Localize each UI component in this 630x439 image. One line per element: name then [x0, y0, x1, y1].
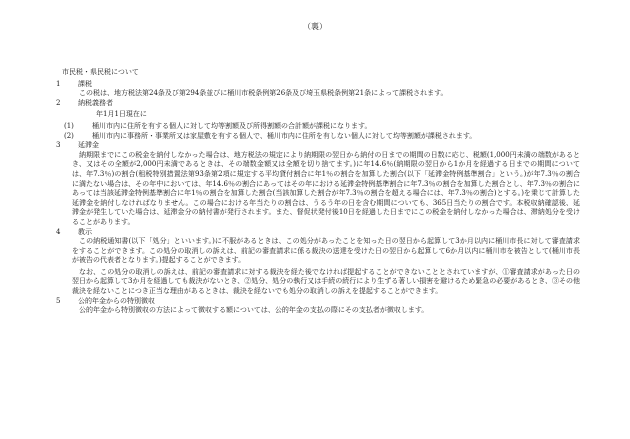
section-1-paragraph: この税は、地方税法第24条及び第294条並びに桶川市税条例第26条及び埼玉県税条例第21条によって課税されます。 — [79, 89, 448, 98]
page-header-title: （裏） — [303, 22, 327, 31]
document-subject: 市民税・県民税について — [62, 68, 139, 76]
section-2-heading — [56, 99, 580, 109]
document-body — [56, 68, 580, 316]
list-item-text: 桶川市内に事務所・事業所又は家屋敷を有する個人で、桶川市内に住所を有しない個人に対して均等割額が課税されます。 — [92, 131, 477, 140]
list-item-marker: (1) — [64, 121, 74, 130]
list-item — [56, 122, 580, 132]
section-title: 公的年金からの特別徴収 — [78, 296, 155, 305]
section-number: 3 — [56, 141, 61, 150]
section-title: 納税義務者 — [78, 98, 113, 107]
section-1-heading — [56, 80, 580, 90]
section-title: 教示 — [78, 227, 92, 236]
section-3-heading — [56, 141, 580, 151]
section-title: 延滞金 — [78, 141, 99, 150]
section-number: 1 — [56, 79, 61, 88]
section-number: 4 — [56, 227, 61, 236]
list-item-marker: (2) — [64, 131, 74, 140]
section-number: 5 — [56, 296, 61, 305]
section-4-paragraph-2: なお、この処分の取消しの訴えは、前記の審査請求に対する裁決を経た後でなければ提起することができないこととされていますが、①審査請求があった日の翌日から起算して3か月を経過しても裁決がないとき、②処分、処分の執行又は手続の続行により生ずる著しい損害を避けるため緊急の必要があるとき、③その他裁決を経ないことにつき正当な理由があるときは、裁決を経ないでも処分の取消しの訴えを提起することができます。 — [72, 267, 580, 296]
list-item-text: 桶川市内に住所を有する個人に対して均等割額及び所得割額の合計額が課税になります。 — [92, 121, 372, 130]
reference-date-line: 年1月1日現在に — [96, 110, 147, 119]
section-4-heading — [56, 228, 580, 238]
section-5-heading — [56, 297, 580, 307]
section-3-paragraph: 納期限までにこの税金を納付しなかった場合は、地方税法の規定により納期限の翌日から納付の日までの期間の日数に応じ、税額(1,000円未満の端数があるとき、又はその全額が2,000円未満であるときは、その端数金額又は全額を切り捨てます。)に年14.6％(納期限の翌日から1か月を経過する日までの期間については、年7.3％)の割合(租税特別措置法第93条第2項に規定する平均貸付割合に年1％の割合を加算した割合(以下「延滞金特例基準割合」という。)が年7.3％の割合に満たない場合は、その年中においては、年14.6％の割合にあってはその年における延滞金特例基準割合に年7.3％の割合を加算した割合とし、年7.3％の割合にあっては当該延滞金特例基準割合に年1％の割合を加算した割合(当該加算した割合が年7.3％の割合を超える場合には、年7.3％の割合)とする。)を乗じて計算した延滞金を納付しなければなりません。この場合における年当たりの割合は、うるう年の日を含む期間についても、365日当たりの割合です。本税収納確認後、延滞金が発生していた場合は、延滞金分の納付書が発行されます。また、督促状発付後10日を経過した日までにこの税金を納付しなかった場合は、滞納処分を受けることがあります。 — [72, 150, 580, 226]
section-4-paragraph: この納税通知書(以下「処分」といいます。)に不服があるときは、この処分があったことを知った日の翌日から起算して3か月以内に桶川市長に対して審査請求をすることができます。この処分の取消しの訴えは、前記の審査請求に係る裁決の送達を受けた日の翌日から起算して6か月以内に桶川市を被告として(桶川市長が被告の代表者となります。)提起することができます。 — [72, 237, 580, 265]
section-5-paragraph: 公的年金から特別徴収の方法によって徴収する額については、公的年金の支払の際にその支払者が徴収します。 — [79, 306, 429, 315]
section-title: 課税 — [78, 79, 92, 88]
list-item — [56, 132, 580, 142]
section-number: 2 — [56, 98, 61, 107]
